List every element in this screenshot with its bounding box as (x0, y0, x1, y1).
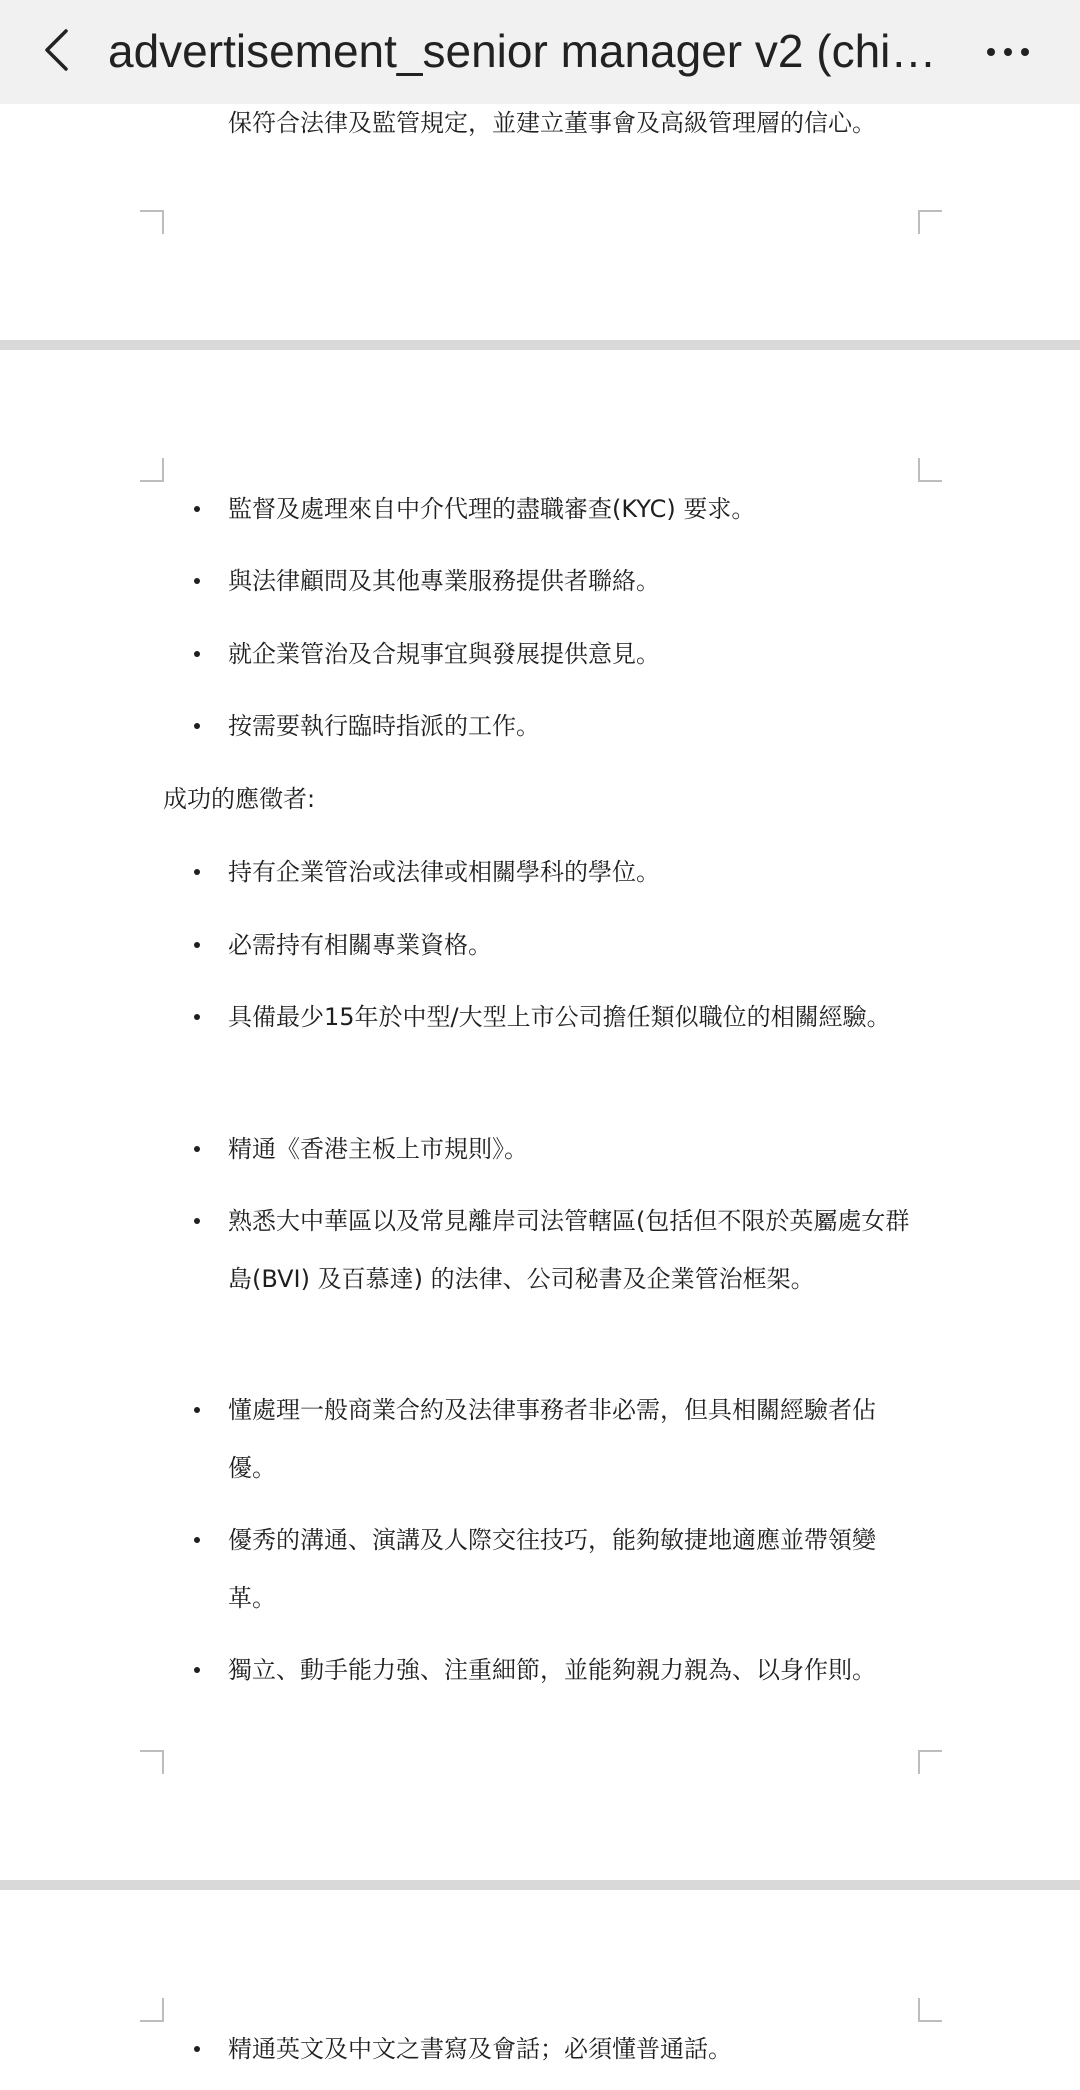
bullet-icon (194, 1537, 200, 1543)
page-corner-mark (140, 210, 164, 234)
page-corner-mark (140, 458, 164, 482)
bullet-icon (194, 1146, 200, 1152)
more-dots-icon (987, 48, 995, 56)
page-corner-mark (140, 1998, 164, 2022)
bullet-icon (194, 1407, 200, 1413)
top-app-bar (0, 0, 1080, 104)
bullet-icon (194, 723, 200, 729)
page-corner-mark (918, 210, 942, 234)
bullet-icon (194, 651, 200, 657)
page-separator (0, 340, 1080, 350)
page-corner-mark (918, 458, 942, 482)
page-corner-mark (918, 1998, 942, 2022)
bullet-icon (194, 942, 200, 948)
back-button[interactable] (28, 18, 84, 82)
more-options-button[interactable] (972, 22, 1044, 82)
bullet-icon (194, 506, 200, 512)
bullet-icon (194, 578, 200, 584)
bullet-icon (194, 2046, 200, 2052)
bullet-icon (194, 1218, 200, 1224)
paragraph-continuation: 保符合法律及監管規定，並建立董事會及高級管理層的信心。 (228, 109, 876, 137)
bullet-icon (194, 869, 200, 875)
page-corner-mark (918, 1750, 942, 1774)
page-corner-mark (140, 1750, 164, 1774)
page-separator (0, 1880, 1080, 1890)
chevron-left-icon (42, 28, 70, 72)
document-title: advertisement_senior manager v2 (chi… (108, 25, 937, 77)
bullet-icon (194, 1014, 200, 1020)
section-heading: 成功的應徵者: (163, 785, 316, 813)
bullet-icon (194, 1667, 200, 1673)
